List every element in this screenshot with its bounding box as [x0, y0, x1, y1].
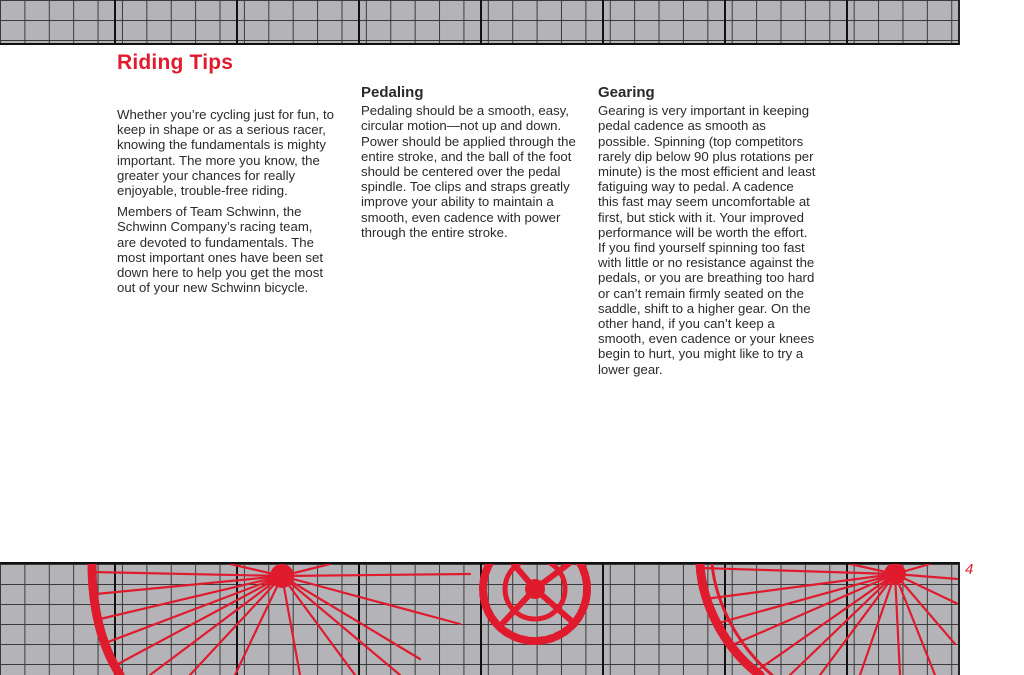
- left-wheel-hub: [270, 564, 294, 588]
- bottom-grid-band: [0, 562, 960, 675]
- left-wheel-rim: [92, 564, 120, 675]
- pedaling-body: Pedaling should be a smooth, easy, circular motion—not up and down. Power should be applied through the entire stroke, and the ball of the foot should be centered over the pedal spindle. Toe clips and straps greatly improve your ability to maintain a smooth, even cadence with power through the entire stroke.: [361, 103, 576, 240]
- gearing-heading: Gearing: [598, 84, 655, 101]
- right-wheel-hub: [884, 564, 906, 585]
- pedaling-column: [361, 85, 579, 246]
- bicycle-wheels-illustration: [0, 564, 958, 675]
- intro-paragraph-1: Whether you’re cycling just for fun, to keep in shape or as a serious racer, knowing the fundamentals is mighty important. The more you know, the greater your chances for really enjoyable, trouble-free riding.: [117, 107, 334, 199]
- top-grid-major-lines: [0, 0, 958, 43]
- top-grid-band: [0, 0, 960, 45]
- section-title: Riding Tips: [117, 51, 234, 74]
- intro-column: [117, 107, 335, 301]
- pedaling-heading: Pedaling: [361, 84, 424, 101]
- page-number: 4: [965, 561, 974, 578]
- chainring-bolt-center: [525, 579, 545, 599]
- gearing-column: [598, 85, 816, 383]
- gearing-body: Gearing is very important in keeping pedal cadence as smooth as possible. Spinning (top competitors rarely dip below 90 plus rotations per minute) is the most efficient and least fatiguing way to pedal. A cadence this fast may seem uncomfortable at first, but stick with it. Your improved performance will be worth the effort. If you find yourself spinning too fast with little or no resistance against the pedals, or you are breathing too hard or can’t remain firmly seated on the saddle, shift to a higher gear. On the other hand, if you can’t keep a smooth, even cadence or your knees begin to hurt, you might like to try a lower gear.: [598, 103, 816, 377]
- chainring: [483, 564, 587, 641]
- intro-paragraph-2: Members of Team Schwinn, the Schwinn Company’s racing team, are devoted to fundamentals. The most important ones have been set down here to help you get the most out of your new Schwinn bicycle.: [117, 204, 324, 296]
